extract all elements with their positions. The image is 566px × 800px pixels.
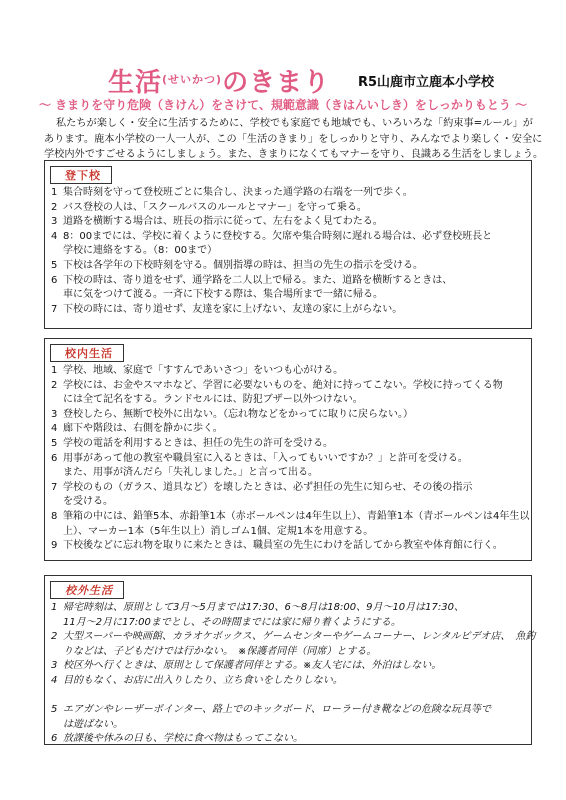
list-item <box>51 437 525 452</box>
item-number: 5 <box>51 704 58 716</box>
list-item <box>51 186 525 201</box>
item-text: 目的もなく、お店に出入りしたり、立ち食いをしたりしない。 <box>63 674 343 686</box>
intro-line: 学校内外ですごせるようにしましょう。また、きまりになくてもマナーを守り、良識ある生活をしましょう。 <box>44 149 544 160</box>
list-item <box>51 201 525 216</box>
item-text: 放課後や休みの日も、学校に食べ物はもってこない。 <box>63 733 303 745</box>
item-text: 下校は各学年の下校時刻を守る。個別指導の時は、担当の先生の指示を受ける。 <box>63 259 423 271</box>
item-number: 4 <box>51 230 58 242</box>
item-number: 5 <box>51 259 58 271</box>
item-text: 集合時刻を守って登校班ごとに集合し、決まった通学路の右端を一列で歩く。 <box>63 187 413 198</box>
list-item <box>51 645 525 660</box>
item-number: 7 <box>51 481 58 493</box>
item-number: 4 <box>51 674 58 686</box>
section-items <box>51 364 530 554</box>
title-rest: のきまり <box>222 68 331 98</box>
list-item <box>51 630 536 645</box>
list-item <box>51 244 525 259</box>
item-text: には全て記名をする。ランドセルには、防犯ブザー以外つけない。 <box>63 394 363 406</box>
list-item <box>51 422 525 437</box>
item-text: 登校したら、無断で校外に出ない。（忘れ物などをかってに取りに戻らない。） <box>63 408 413 420</box>
item-number: 7 <box>51 303 58 315</box>
list-item <box>51 408 525 423</box>
header <box>0 60 566 100</box>
item-text: 帰宅時刻は、原則として3月～5月までは17:30、6～8月は18:00、9月～10月は17:30、 <box>63 602 464 613</box>
list-item <box>51 288 525 303</box>
list-item <box>51 481 525 496</box>
list-item <box>51 379 525 394</box>
section-outside-life <box>44 575 536 745</box>
subtitle: ～ きまりを守り危険（きけん）をさけて、規範意識（きはんいしき）をしっかりもとう ～ <box>38 98 528 112</box>
item-text: 下校後などに忘れ物を取りに来たときは、職員室の先生にわけを話してから教室や体育館に行く。 <box>63 540 503 552</box>
list-item <box>51 659 525 674</box>
section-title: 登下校 <box>50 166 112 184</box>
item-text: 学校、地域、家庭で「すすんであいさつ」をいつも心がける。 <box>63 365 344 376</box>
item-number: 3 <box>51 216 58 228</box>
list-item <box>51 393 525 408</box>
item-text: 道路を横断する場合は、班長の指示に従って、左右をよく見てわたる。 <box>63 216 383 228</box>
item-text: 学校に連絡をする。（8：00まで） <box>63 245 218 257</box>
section-items <box>51 601 536 747</box>
item-number: 4 <box>51 423 58 435</box>
item-text: バス登校の人は、「スクールバスのルールとマナー」を守って乗る。 <box>63 201 367 213</box>
section-items <box>51 186 525 317</box>
item-text: 学校のもの（ガラス、道具など）を壊したときは、必ず担任の先生に知らせ、その後の指示 <box>63 481 473 493</box>
list-item <box>51 303 525 318</box>
item-text: 下校の時は、寄り道をせず、通学路を二人以上で帰る。また、道路を横断するときは、 <box>63 274 453 286</box>
item-text: 8：00までには、学校に着くように登校する。欠席や集合時刻に遅れる場合は、必ず登校班長と <box>63 230 493 242</box>
list-item <box>51 601 525 616</box>
list-item <box>51 510 530 525</box>
item-text: 11月～2月に17:00までとし、その時間までには家に帰り着くようにする。 <box>63 616 401 628</box>
list-item <box>51 230 525 245</box>
title-main: 生活 <box>108 68 163 98</box>
item-text: りなどは、子どもだけでは行かない。 ※保護者同伴（同席）とする。 <box>63 645 377 657</box>
item-number: 1 <box>51 602 58 613</box>
list-item <box>51 732 525 747</box>
school-name: R5山鹿市立鹿本小学校 <box>358 75 495 90</box>
item-number: 6 <box>51 274 58 286</box>
list-item <box>51 364 525 379</box>
item-number: 6 <box>51 452 58 464</box>
intro-line: 私たちが楽しく・安全に生活するために、学校でも家庭でも地域でも、いろいろな「約束事=ルール」が <box>56 118 533 129</box>
item-number: 1 <box>51 187 58 198</box>
list-item <box>51 215 525 230</box>
list-item <box>51 616 525 631</box>
list-item <box>51 525 525 540</box>
item-number: 2 <box>51 631 58 643</box>
page-title <box>108 62 330 99</box>
list-item <box>51 259 525 274</box>
intro-text <box>44 116 544 163</box>
list-item <box>51 452 525 467</box>
list-item <box>51 703 525 718</box>
list-item <box>51 274 525 289</box>
list-item <box>51 539 525 554</box>
section-title: 校外生活 <box>50 581 124 599</box>
title-ruby: (せいかつ) <box>162 73 223 86</box>
intro-line: あります。鹿本小学校の一人一人が、この「生活のきまり」をしっかりと守り、みんなでより楽しく・安全に <box>44 133 543 145</box>
item-text: 筆箱の中には、鉛筆5本、赤鉛筆1本（赤ボールペンは4年生以上）、青鉛筆1本（青ボールペンは4年生以 <box>63 510 530 522</box>
section-school-life <box>44 338 532 561</box>
section-commute <box>44 160 532 329</box>
item-text: 用事があって他の教室や職員室に入るときは、「入ってもいいですか？」と許可を受ける。 <box>63 452 468 464</box>
item-text: また、用事が済んだら「失礼しました。」と言って出る。 <box>63 467 318 479</box>
item-number: 9 <box>51 540 58 552</box>
item-number: 2 <box>51 201 58 213</box>
item-number: 5 <box>51 437 58 449</box>
item-number: 8 <box>51 510 58 522</box>
item-text: 下校の時には、寄り道せず、友達を家に上げない、友達の家に上がらない。 <box>63 303 403 315</box>
item-text: 学校の電話を利用するときは、担任の先生の許可を受ける。 <box>63 437 333 449</box>
item-number: 6 <box>51 733 58 745</box>
item-text: 上）、マーカー1本（5年生以上）消しゴム1個、定規1本を用意する。 <box>63 525 374 537</box>
item-text: は遊ばない。 <box>63 718 123 730</box>
list-item <box>51 495 525 510</box>
item-text: 大型スーパーや映画館、カラオケボックス、ゲームセンターやゲームコーナー、レンタルビデオ店、 魚釣 <box>63 631 536 643</box>
list-item <box>51 689 525 704</box>
list-item <box>51 466 525 481</box>
list-item <box>51 718 525 733</box>
item-text: 学校には、お金やスマホなど、学習に必要ないものを、絶対に持ってこない。学校に持ってくる物 <box>63 379 503 391</box>
item-text: 廊下や階段は、右側を静かに歩く。 <box>63 423 223 435</box>
item-text: 車に気をつけて渡る。一斉に下校する際は、集合場所まで一緒に帰る。 <box>63 289 383 301</box>
list-item <box>51 674 525 689</box>
item-number: 3 <box>51 408 58 420</box>
item-number: 3 <box>51 660 58 672</box>
item-text: 校区外へ行くときは、原則として保護者同伴とする。※友人宅には、外泊はしない。 <box>63 660 442 672</box>
item-number: 2 <box>51 379 58 391</box>
item-text: を受ける。 <box>63 496 113 508</box>
section-title: 校内生活 <box>50 344 124 362</box>
item-number: 1 <box>51 365 58 376</box>
item-text: エアガンやレーザーポインター、路上でのキックボード、ローラー付き靴などの危険な玩具等で <box>63 704 491 716</box>
